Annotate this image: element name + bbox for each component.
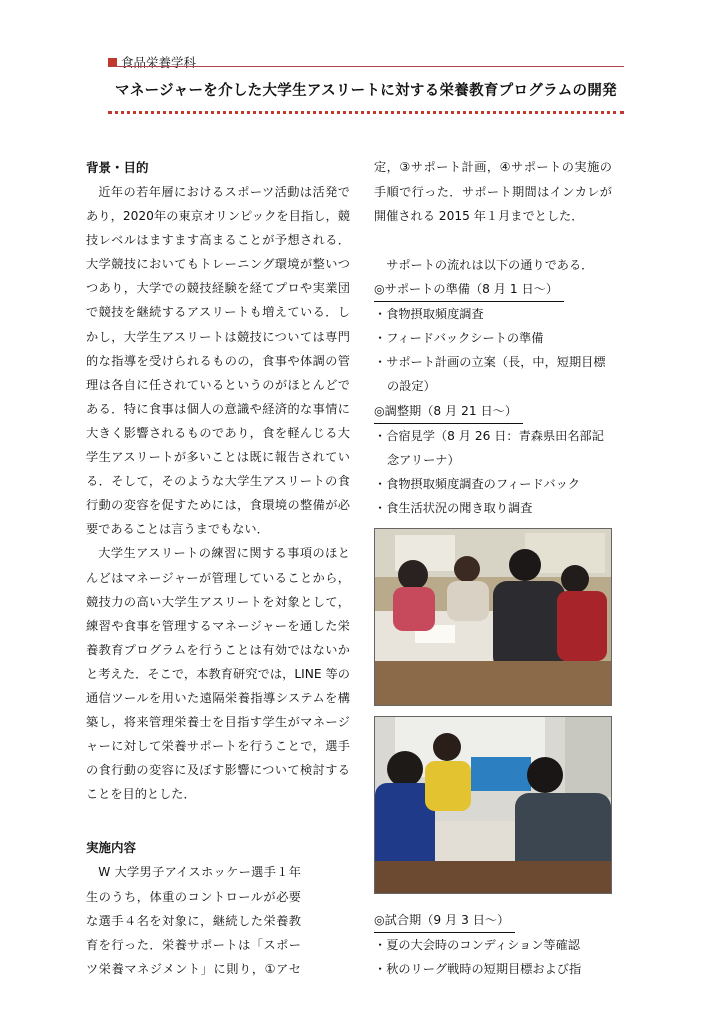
phase-adjust-heading: ◎調整期（8 月 21 日～） (374, 399, 523, 424)
phase-match-list (374, 933, 612, 981)
department-text: 食品栄養学科 (121, 55, 197, 70)
background-paragraph-2: 大学生アスリートの練習に関する事項のほとんどはマネージャーが管理していることから，競技力の高い大学生アスリートを対象として，練習や食事を管理するマネージャーを通した栄養教育プログラムを行うことは有効ではないかと考えた．そこで，本教育研究では，LINE 等の通信ツールを用いた遠隔栄養指導システムを構築し，将来管理栄養士を目指す学生がマネージャーに対して栄養サポートを行うことで，選手の食行動の変容に及ぼす影響について検討することを目的とした． (86, 546, 350, 802)
implementation-paragraph-cont: 定，③サポート計画，④サポートの実施の手順で行った．サポート期間はインカレが開催される 2015 年１月までとした． (374, 160, 612, 223)
implementation-heading: 実施内容 (86, 840, 137, 856)
implementation-paragraph-start: W 大学男子アイスホッケー選手１年生のうち，体重のコントロールが必要な選手４名を対象に，継続した栄養教育を行った．栄養サポートは「スポーツ栄養マネジメント」に則り，①アセ (86, 865, 301, 976)
phase-prep-list (374, 302, 612, 398)
background-paragraph-1: 近年の若年層におけるスポーツ活動は活発であり，2020年の東京オリンピックを目指し，競技レベルはますます高まることが予想される．大学競技においてもトレーニング環境が整いつつあり，大学での競技経験を経てプロや実業団で競技を継続するアスリートも増えている．しかし，大学生アスリートは競技については専門的な指導を受けられるものの，食事や体調の管理は各自に任されているというのがほとんどである．特に食事は個人の意識や経済的な事情に大きく影響されるものであり，食を軽んじる大学生アスリートが多いことは既に報告されている．そして，そのような大学生アスリートの食行動の変容を促すためには，食環境の整備が必要であることは言うまでもない． (86, 185, 350, 537)
phase-prep-heading: ◎サポートの準備（8 月 1 日～） (374, 277, 564, 302)
department-label (108, 53, 196, 71)
phase-match-heading: ◎試合期（9 月 3 日～） (374, 908, 515, 933)
dotted-divider (108, 111, 624, 114)
page-title: マネージャーを介した大学生アスリートに対する栄養教育プログラムの開発 (115, 83, 617, 99)
phase-adjust-list (374, 424, 612, 520)
photo-students-meeting-1 (374, 528, 612, 706)
list-item: ・ 食物摂取頻度調査 (374, 302, 612, 326)
list-item: ・ 食生活状況の聞き取り調査 (374, 496, 612, 520)
list-item: ・ フィードバックシートの準備 (374, 326, 612, 350)
flow-intro: サポートの流れは以下の通りである． (386, 258, 594, 272)
list-item: ・ サポート計画の立案（長，中，短期目標の設定） (374, 350, 612, 398)
list-item: ・ 夏の大会時のコンディション等確認 (374, 933, 612, 957)
background-heading: 背景・目的 (86, 160, 149, 175)
photo-students-meeting-2 (374, 716, 612, 894)
list-item: ・ 食物摂取頻度調査のフィードバック (374, 472, 612, 496)
header-rule (108, 66, 624, 67)
right-column (374, 156, 612, 981)
list-item: ・ 合宿見学（8 月 26 日：青森県田名部記念アリーナ） (374, 424, 612, 472)
list-item: ・ 秋のリーグ戦時の短期目標および指 (374, 957, 612, 981)
left-column (86, 156, 350, 980)
